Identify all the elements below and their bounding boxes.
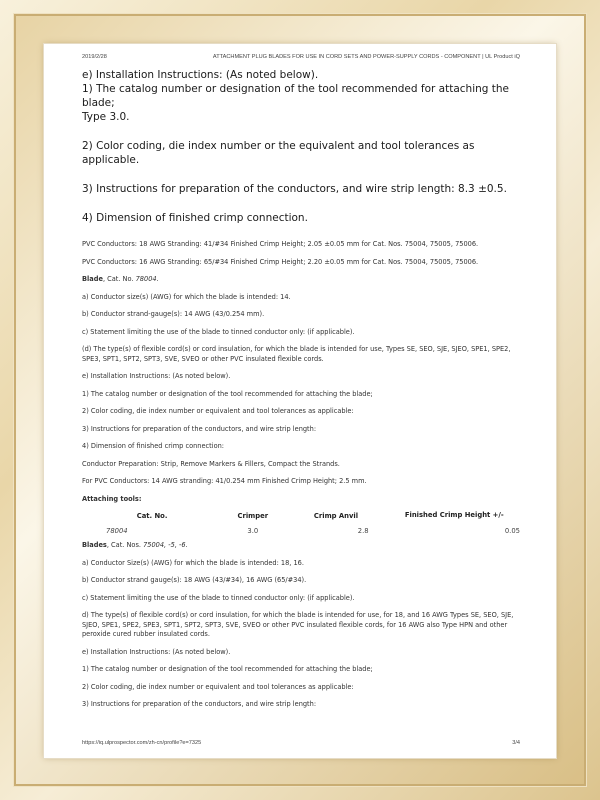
- table-header-row: [82, 510, 520, 520]
- install-item-2: 2) Color coding, die index number or the equivalent and tool tolerances as applicable.: [82, 140, 475, 166]
- blade-item-e4: 4) Dimension of finished crimp connection:: [82, 442, 225, 450]
- blade-label: Blade: [82, 275, 103, 283]
- cell-cat-no: 78004: [106, 527, 128, 535]
- header-title: ATTACHMENT PLUG BLADES FOR USE IN CORD SETS AND POWER-SUPPLY CORDS - COMPONENT | UL Product iQ: [212, 54, 520, 60]
- page-header: [82, 54, 520, 60]
- install-item-3: 3) Instructions for preparation of the conductors, and wire strip length: 8.3 ±0.5.: [82, 183, 507, 195]
- document-body: [82, 68, 520, 710]
- cell-crimper: 3.0: [247, 527, 259, 535]
- blades-item-c: c) Statement limiting the use of the blade to tinned conductor only: (if applicable).: [82, 593, 355, 602]
- blades-item-e1: 1) The catalog number or designation of the tool recommended for attaching the blade;: [82, 665, 373, 673]
- pvc-16awg-line: PVC Conductors: 16 AWG Stranding: 65/#34 Finished Crimp Height; 2.20 ±0.05 mm for Cat. Nos. 75004, 75005, 75006.: [82, 257, 479, 266]
- blade-prep: Conductor Preparation: Strip, Remove Markers & Fillers, Compact the Strands.: [82, 459, 340, 468]
- attaching-tools-table: [82, 510, 520, 535]
- footer-url[interactable]: https://iq.ulprospector.com/zh-cn/profile?e=7325: [82, 740, 202, 746]
- blade-item-d: (d) The type(s) of flexible cord(s) or cord insulation, for which the blade is intended for use, Types SE, SEO, SJE, SJEO, SPE1, SPE2, SPE3, SPT1, SPT2, SPT3, SVE, SVEO or other PVC insulated flexible cords.: [82, 345, 511, 363]
- page-number: 3/4: [512, 740, 520, 746]
- col-finished-crimp: Finished Crimp Height +/-: [404, 511, 504, 519]
- blades-item-e2: 2) Color coding, die index number or equivalent and tool tolerances as applicable:: [82, 682, 354, 691]
- pvc-18awg-line: PVC Conductors: 18 AWG Stranding: 41/#34 Finished Crimp Height; 2.05 ±0.05 mm for Cat. Nos. 75004, 75005, 75006.: [82, 240, 479, 248]
- cell-crimp-height: 0.05: [504, 527, 520, 535]
- blades-item-d: d) The type(s) of flexible cord(s) or cord insulation, for which the blade is intended for use, for 18, and 16 AWG Types SE, SEO, SJE, SJEO, SPE1, SPE2, SPE3, SPT1, SPT2, SPT3, SVE, SVEO or other PVC insulated flexible cords, for 16 AWG also Type HPN and other peroxide cured rubber insulated cords.: [82, 611, 514, 638]
- document-page: [44, 44, 556, 758]
- blade-item-c: c) Statement limiting the use of the blade to tinned conductor only: (if applicable).: [82, 327, 355, 336]
- install-heading: e) Installation Instructions: (As noted below).: [82, 69, 319, 81]
- page-footer: [82, 740, 520, 746]
- blade-cat-suffix: .: [156, 275, 159, 283]
- install-item-1: 1) The catalog number or designation of the tool recommended for attaching the blade;: [82, 83, 509, 109]
- blades-cat-nos: 75004, -5, -6: [143, 541, 186, 549]
- table-row: [82, 520, 520, 535]
- blade-item-a: a) Conductor size(s) (AWG) for which the blade is intended: 14.: [82, 292, 291, 301]
- blade-item-e2: 2) Color coding, die index number or equivalent and tool tolerances as applicable:: [82, 407, 354, 415]
- header-date: 2019/2/28: [82, 54, 107, 60]
- blade-cat-prefix: , Cat. No.: [102, 275, 136, 283]
- blade-item-e3: 3) Instructions for preparation of the conductors, and wire strip length:: [82, 424, 317, 433]
- install-item-1-type: Type 3.0.: [82, 111, 130, 123]
- cell-crimp-anvil: 2.8: [357, 527, 369, 535]
- blades-cat-prefix: , Cat. Nos.: [106, 541, 144, 549]
- blades-item-b: b) Conductor strand gauge(s): 18 AWG (43/#34), 16 AWG (65/#34).: [82, 576, 307, 584]
- blade-item-b: b) Conductor strand-gauge(s): 14 AWG (43/0.254 mm).: [82, 310, 265, 318]
- blade-pvc14: For PVC Conductors: 14 AWG stranding: 41/0.254 mm Finished Crimp Height; 2.5 mm.: [82, 477, 367, 485]
- blades-label: Blades: [82, 541, 107, 549]
- blade-cat-no: 78004: [135, 275, 157, 283]
- blades-item-e3: 3) Instructions for preparation of the conductors, and wire strip length:: [82, 700, 317, 708]
- blades-item-a: a) Conductor Size(s) (AWG) for which the blade is intended: 18, 16.: [82, 558, 304, 567]
- blades-cat-suffix: .: [185, 541, 188, 549]
- blade-item-e1: 1) The catalog number or designation of the tool recommended for attaching the blade;: [82, 389, 373, 398]
- blade-item-e: e) Installation Instructions: (As noted below).: [82, 372, 231, 380]
- col-crimper: Crimper: [237, 512, 269, 520]
- blade-heading: [82, 275, 520, 285]
- col-cat-no: Cat. No.: [136, 512, 168, 520]
- attaching-tools-title: Attaching tools:: [82, 494, 142, 503]
- blades-item-e: e) Installation Instructions: (As noted below).: [82, 647, 231, 656]
- col-crimp-anvil: Crimp Anvil: [313, 512, 359, 520]
- install-item-4: 4) Dimension of finished crimp connection.: [82, 212, 308, 224]
- blades-heading: [82, 541, 520, 551]
